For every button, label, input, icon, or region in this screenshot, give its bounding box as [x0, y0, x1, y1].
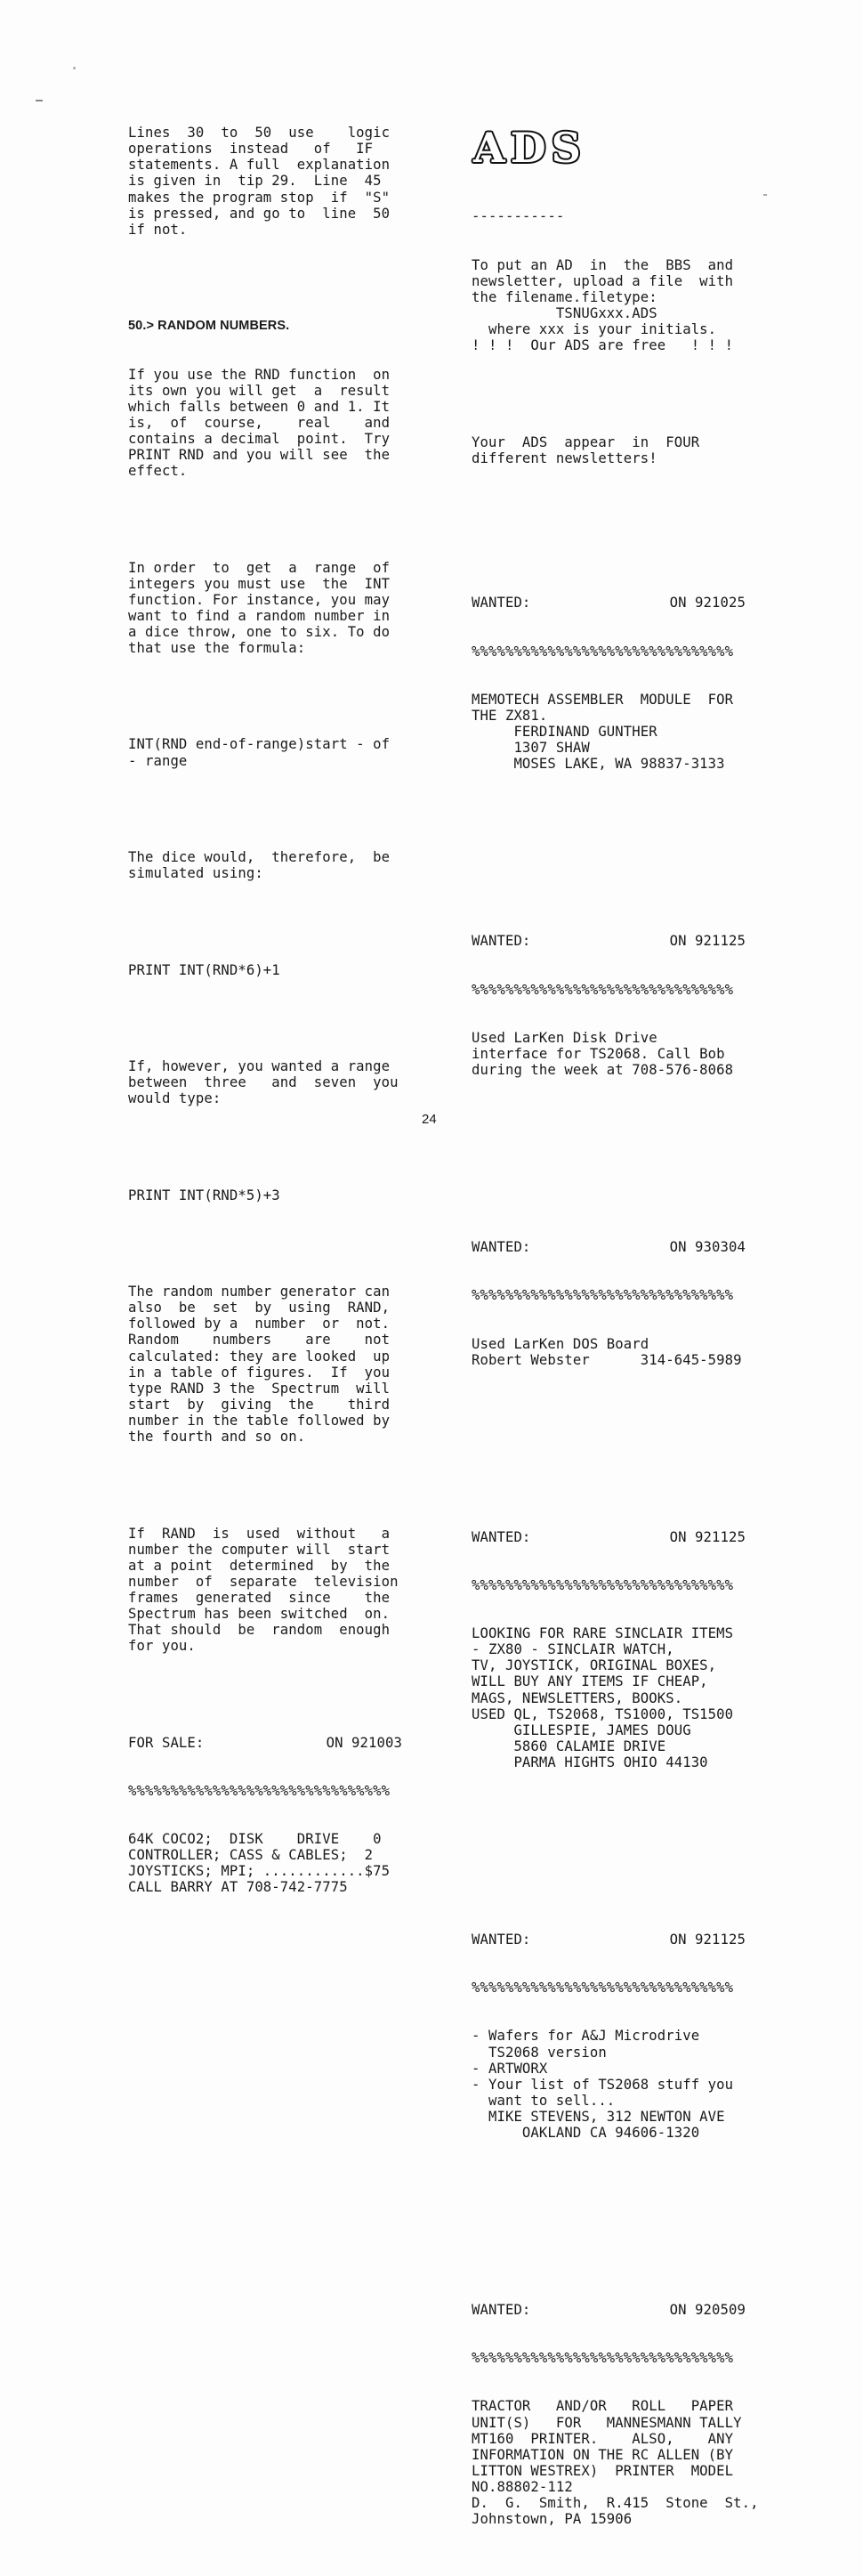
for-sale-label: FOR SALE: — [128, 1734, 205, 1751]
paper-speck — [763, 194, 767, 196]
ad-header — [472, 933, 746, 949]
section-heading-random-numbers: 50.> RANDOM NUMBERS. — [128, 319, 290, 334]
for-sale-header — [128, 1735, 402, 1751]
for-sale-body: 64K COCO2; DISK DRIVE 0 CONTROLLER; CASS & CABLES; 2 JOYSTICKS; MPI; ............$75 CALL BARRY AT 708-742-7775 — [128, 1831, 391, 1896]
right-column — [472, 93, 759, 2576]
paper-speck — [36, 100, 43, 101]
ad-date: ON 920509 — [669, 2301, 746, 2318]
ads-intro-four-newsletters: Your ADS appear in FOUR different newsletters! — [472, 433, 700, 466]
paragraph-int-function: In order to get a range of integers you must use the INT function. For instance, you may want to find a random number in a dice throw, one to six. To do that use the formula: — [128, 559, 391, 656]
ad-label: WANTED: — [472, 1931, 531, 1948]
paragraph-rand-without-number: If RAND is used without a number the computer will start at a point determined by the number of separate television frames generated since the Spectrum has been switched on. That should be random enough for you. — [128, 1525, 399, 1655]
page-number: 24 — [422, 1112, 437, 1127]
ad-label: WANTED: — [472, 1239, 531, 1255]
ad-label: WANTED: — [472, 2301, 531, 2318]
ad-body: - Wafers for A&J Microdrive TS2068 version - ARTWORX - Your list of TS2068 stuff you want to sell... MIKE STEVENS, 312 NEWTON AVE OAKLAND CA 94606-1320 — [472, 2028, 734, 2141]
left-column — [128, 93, 404, 1912]
ad-date: ON 921125 — [669, 1528, 746, 1545]
ad-rule: %%%%%%%%%%%%%%%%%%%%%%%%%%%%%%% — [472, 1576, 734, 1593]
ads-title-rule: ----------- — [472, 208, 565, 225]
code-dice-range: PRINT INT(RND*5)+3 — [128, 1187, 280, 1203]
ad-date: ON 921125 — [669, 1931, 746, 1948]
ad-rule: %%%%%%%%%%%%%%%%%%%%%%%%%%%%%%% — [472, 981, 734, 998]
ad-body: Used LarKen Disk Drive interface for TS2068. Call Bob during the week at 708-576-8068 — [472, 1029, 734, 1079]
paragraph-dice: The dice would, therefore, be simulated using: — [128, 849, 391, 882]
ad-date: ON 930304 — [669, 1239, 746, 1255]
ad-header — [472, 2302, 746, 2318]
ads-intro: To put an AD in the BBS and newsletter, upload a file with the filename.filetype: TSNUGxxx.ADS where xxx is your initials. ! ! ! Our ADS are free ! ! ! — [472, 256, 734, 354]
ad-rule: %%%%%%%%%%%%%%%%%%%%%%%%%%%%%%% — [472, 2350, 734, 2367]
ad-entry — [472, 1207, 749, 1400]
ad-body: Used LarKen DOS Board Robert Webster 314-645-5989 — [472, 1335, 742, 1368]
paper-speck — [73, 67, 76, 69]
ad-entry — [472, 2270, 759, 2560]
code-dice-six: PRINT INT(RND*6)+1 — [128, 961, 280, 978]
ad-header — [472, 1529, 746, 1545]
ad-body: MEMOTECH ASSEMBLER MODULE FOR THE ZX81. FERDINAND GUNTHER 1307 SHAW MOSES LAKE, WA 98837-3133 — [472, 692, 734, 773]
ad-rule: %%%%%%%%%%%%%%%%%%%%%%%%%%%%%%% — [472, 1287, 734, 1304]
ad-header — [472, 1932, 746, 1948]
paragraph-rnd-function: If you use the RND function on its own you will get a result which falls between 0 and 1. It is, of course, real and contains a decimal point. Try PRINT RND and you will see the effect. — [128, 366, 391, 480]
ad-rule: %%%%%%%%%%%%%%%%%%%%%%%%%%%%%%% — [472, 643, 734, 660]
for-sale-date: ON 921003 — [326, 1734, 402, 1751]
paragraph-range: If, however, you wanted a range between three and seven you would type: — [128, 1058, 399, 1107]
ad-entry — [472, 901, 749, 1110]
paragraph-rand: The random number generator can also be set by using RAND, followed by a number or not. Random numbers are not calculated: they are looked up in a table of figures. If you type RAND 3 the Spectrum will start by giving the third number in the table followed by the fourth and so on. — [128, 1284, 391, 1446]
ad-label: WANTED: — [472, 595, 531, 612]
ad-entry — [472, 563, 749, 804]
ads-title: ADS — [473, 124, 586, 173]
ad-date: ON 921125 — [669, 933, 746, 950]
code-formula: INT(RND end-of-range)start - of - range — [128, 736, 391, 769]
ad-entry — [472, 1496, 749, 1802]
ad-label: WANTED: — [472, 1528, 531, 1545]
ad-header — [472, 595, 746, 611]
for-sale-rule: %%%%%%%%%%%%%%%%%%%%%%%%%%%%%%% — [128, 1782, 391, 1799]
ad-date: ON 921025 — [669, 595, 746, 612]
ad-rule: %%%%%%%%%%%%%%%%%%%%%%%%%%%%%%% — [472, 1980, 734, 1997]
ad-body: LOOKING FOR RARE SINCLAIR ITEMS - ZX80 - SINCLAIR WATCH, TV, JOYSTICK, ORIGINAL BOXES, WILL BUY ANY ITEMS IF CHEAP, MAGS, NEWSLETTERS, BOOKS. USED QL, TS2068, TS1000, TS1500 GILLESPIE, JAMES DOUG 5860 CALAMIE DRIVE PARMA HIGHTS OHIO 44130 — [472, 1625, 734, 1770]
ad-entry — [472, 1900, 749, 2174]
ad-label: WANTED: — [472, 933, 531, 950]
paragraph-logic-ops: Lines 30 to 50 use logic operations instead of IF statements. A full explanation is given in tip 29. Line 45 makes the program stop if "S" is pressed, and go to line 50 if not. — [128, 125, 391, 238]
ad-body: TRACTOR AND/OR ROLL PAPER UNIT(S) FOR MANNESMANN TALLY MT160 PRINTER. ALSO, ANY INFORMATION ON THE RC ALLEN (BY LITTON WESTREX) PRINTER MODEL NO.88802-112 D. G. Smith, R.415 Stone St., Johnstown, PA 15906 — [472, 2398, 759, 2528]
ad-header — [472, 1239, 746, 1255]
